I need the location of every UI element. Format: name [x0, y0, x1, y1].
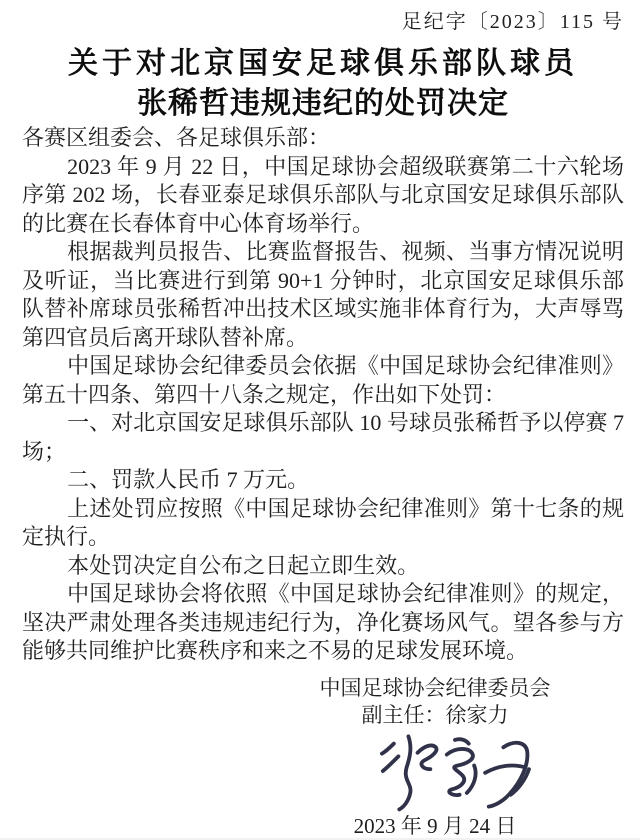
paragraph-incident-description: 根据裁判员报告、比赛监督报告、视频、当事方情况说明及听证，当比赛进行到第 90+1 分钟时，北京国安足球俱乐部队替补席球员张稀哲冲出技术区域实施非体育行为，大声辱骂第四官员后离开球队替补席。	[22, 239, 624, 350]
signature-handwriting-image	[365, 729, 545, 813]
paragraph-penalty-item-2: 二、罚款人民币 7 万元。	[67, 467, 310, 492]
paragraph-closing-statement: 中国足球协会将依照《中国足球协会纪律准则》的规定，坚决严肃处理各类违规违纪行为，净化赛场风气。望各参与方能够共同维护比赛秩序和来之不易的足球发展环境。	[22, 581, 624, 663]
document-body	[22, 124, 624, 666]
paragraph-execution-rule: 上述处罚应按照《中国足球协会纪律准则》第十七条的规定执行。	[22, 495, 624, 549]
paragraph-match-info: 2023 年 9 月 22 日，中国足球协会超级联赛第二十六轮场序第 202 场，长春亚泰足球俱乐部队与北京国安足球俱乐部队的比赛在长春体育中心体育场举行。	[22, 153, 624, 236]
signature-date: 2023 年 9 月 24 日	[353, 813, 517, 838]
document-title-line2: 张稀哲违规违纪的处罚决定	[137, 87, 509, 120]
paragraph-legal-basis: 中国足球协会纪律委员会依据《中国足球协会纪律准则》第五十四条、第四十八条之规定，作出如下处罚：	[22, 353, 624, 407]
paragraph-penalty-item-1: 一、对北京国安足球俱乐部队 10 号球员张稀哲予以停赛 7 场；	[22, 410, 624, 464]
document-number: 足纪字〔2023〕115 号	[401, 11, 624, 33]
document-title-line1: 关于对北京国安足球俱乐部队球员	[68, 47, 578, 80]
signature-signer-title: 副主任：徐家力	[361, 702, 509, 727]
paragraph-effective-date: 本处罚决定自公布之日起立即生效。	[67, 552, 420, 578]
signature-block	[285, 675, 585, 840]
document-title	[22, 44, 624, 124]
signature-organization: 中国足球协会纪律委员会	[319, 675, 551, 700]
salutation: 各赛区组委会、各足球俱乐部：	[22, 125, 331, 150]
